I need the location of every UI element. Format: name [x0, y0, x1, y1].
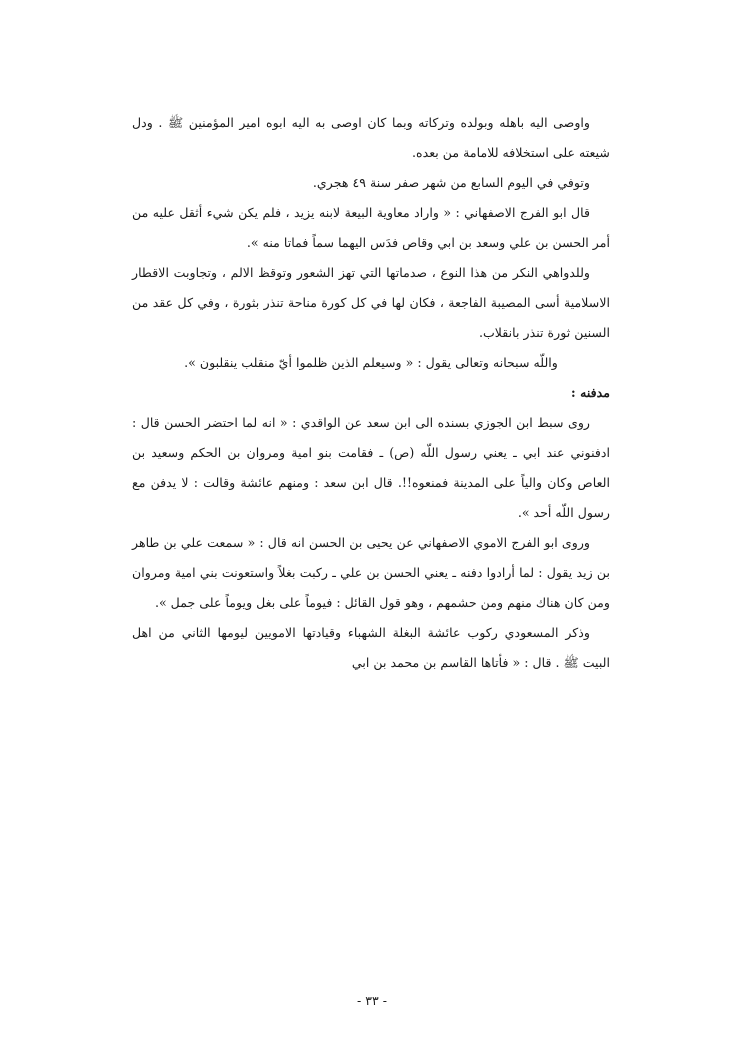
paragraph: وتوفي في اليوم السابع من شهر صفر سنة ٤٩ هجري. [312, 175, 590, 190]
paragraph: وذكر المسعودي ركوب عائشة البغلة الشهباء وقيادتها الامويين ليومها الثاني من اهل البيت ﷺ . قال : « فأتاها القاسم بن محمد بن ابي [132, 625, 610, 670]
paragraph: قال ابو الفرج الاصفهاني : « واراد معاوية البيعة لابنه يزيد ، فلم يكن شيء أثقل عليه من أمر الحسن بن علي وسعد بن ابي وقاص فدَس اليهما سماً فماتا منه ». [132, 205, 610, 250]
paragraph: وللدواهي النكر من هذا النوع ، صدماتها التي تهز الشعور وتوقظ الالم ، وتجاوبت الاقطار الاسلامية أسى المصيبة الفاجعة ، فكان لها في كل كورة مناحة تنذر بثورة ، وفي كل عقد من السنين ثورة تنذر بانقلاب. [132, 265, 610, 340]
paragraph: روى سبط ابن الجوزي بسنده الى ابن سعد عن الواقدي : « انه لما احتضر الحسن قال : ادفنوني عند ابي ـ يعني رسول اللّه (ص) ـ فقامت بنو امية ومروان بن الحكم وسعيد بن العاص وكان والياً على المدينة فمنعوه!!. قال ابن سعد : ومنهم عائشة وقالت : لا يدفن مع رسول اللّه أحد ». [132, 415, 610, 520]
page-body [132, 108, 610, 678]
quran-quote-paragraph: واللّه سبحانه وتعالى يقول : « وسيعلم الذين ظلموا أيّ منقلب ينقلبون ». [184, 355, 558, 370]
paragraph: واوصى اليه باهله وبولده وتركاته وبما كان اوصى به اليه ابوه امير المؤمنين ﷺ . ودل شيعته على استخلافه للامامة من بعده. [132, 115, 610, 160]
paragraph: وروى ابو الفرج الاموي الاصفهاني عن يحيى بن الحسن انه قال : « سمعت علي بن طاهر بن زيد يقول : لما أرادوا دفنه ـ يعني الحسن بن علي ـ ركبت بغلاً واستعونت بني امية ومروان ومن كان هناك منهم ومن حشمهم ، وهو قول القائل : فيوماً على بغل ويوماً على جمل ». [132, 535, 610, 610]
section-heading: مدفنه : [571, 385, 610, 400]
page-number: - ٣٣ - [356, 993, 388, 1008]
